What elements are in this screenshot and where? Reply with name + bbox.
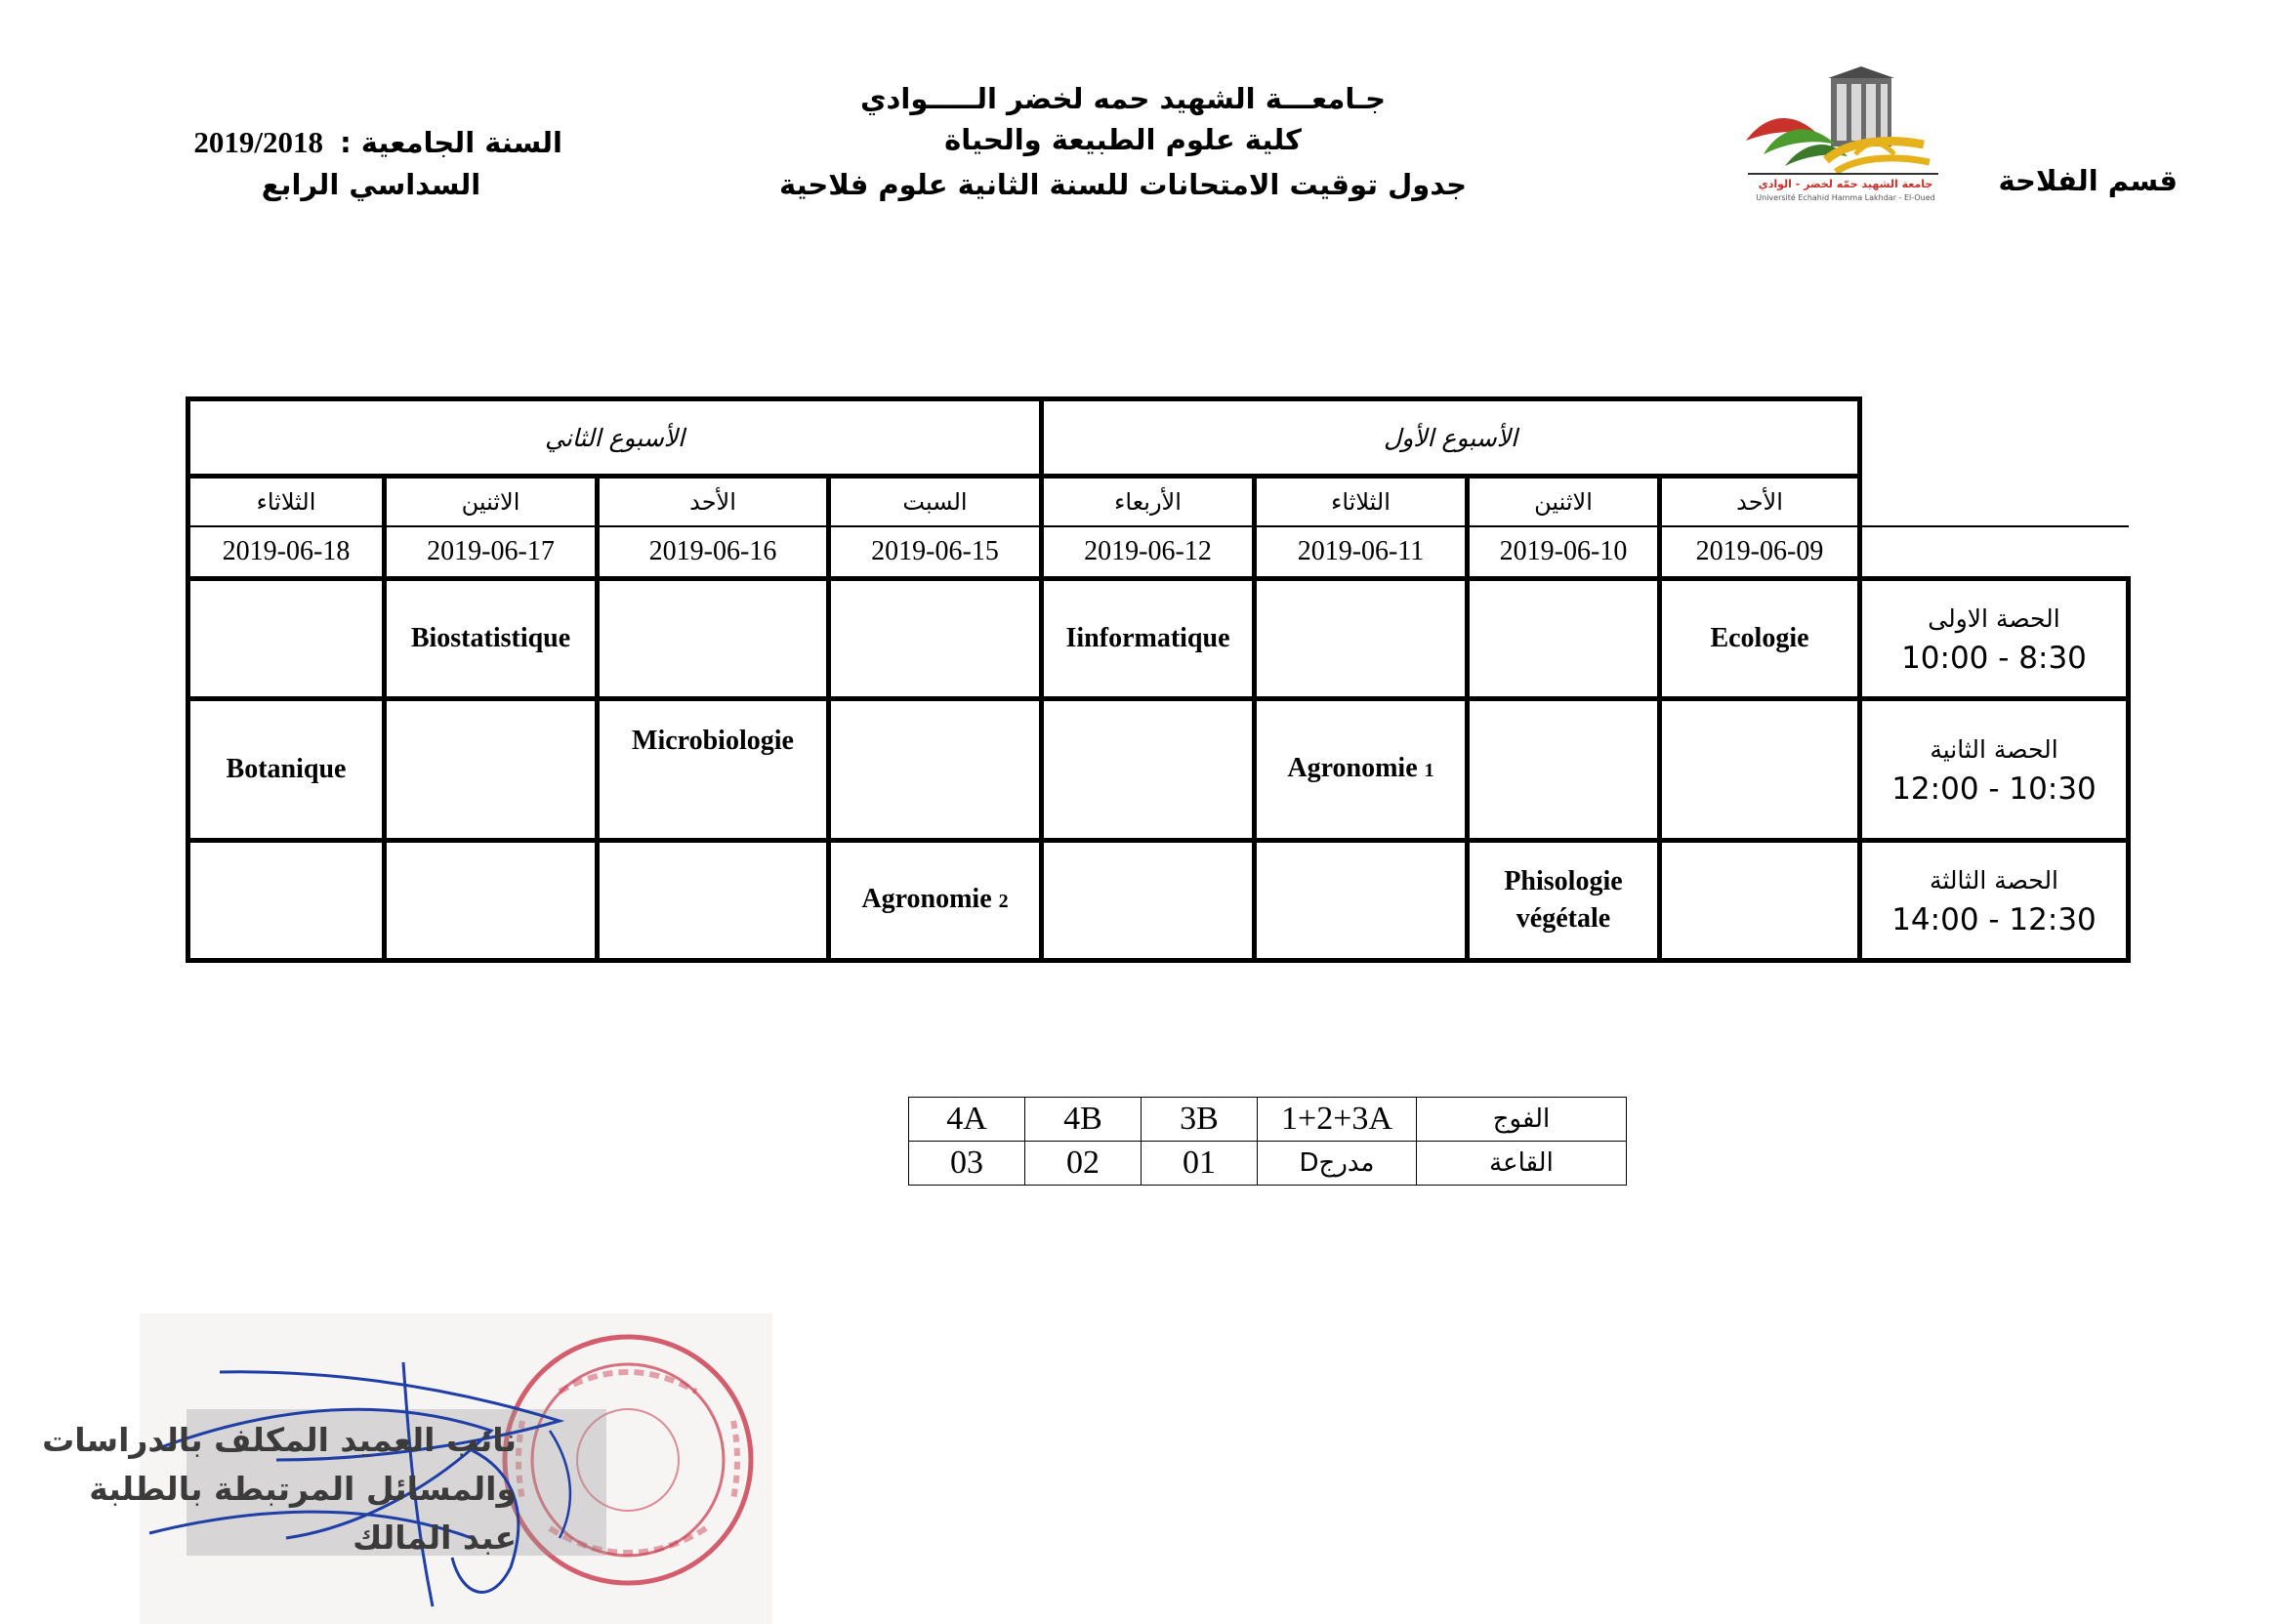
- exam-schedule-table: [186, 396, 2131, 963]
- stamp-signature-area: [42, 1313, 772, 1624]
- room-cell: 01: [1142, 1142, 1258, 1186]
- department: قسم الفلاحة: [1998, 164, 2178, 197]
- document-title: جدول توقيت الامتحانات للسنة الثانية علوم فلاحية: [778, 168, 1467, 201]
- semester: السداسي الرابع: [261, 168, 481, 201]
- room-cell: 03: [909, 1142, 1025, 1186]
- week-header-row: [188, 399, 2129, 477]
- day-name: الاثنين: [385, 477, 598, 527]
- slot-time: 14:00 - 12:30: [1891, 902, 2097, 937]
- exam-number: 1: [1424, 760, 1434, 781]
- exam-cell: Microbiologie: [598, 699, 829, 841]
- exam-cell-empty: [188, 579, 385, 699]
- slot-name: الحصة الثالثة: [1929, 866, 2059, 895]
- exam-cell: Iinformatique: [1042, 579, 1255, 699]
- exam-cell-empty: [385, 841, 598, 961]
- week-2-header: الأسبوع الثاني: [188, 399, 1042, 477]
- day-date: 2019-06-18: [188, 526, 385, 579]
- signature-title-line2: والمسائل المرتبطة بالطلبة: [89, 1470, 517, 1508]
- exam-cell-empty: [1255, 579, 1468, 699]
- day-date: 2019-06-12: [1042, 526, 1255, 579]
- exam-number: 2: [998, 891, 1009, 912]
- corner-blank: [1860, 477, 2129, 527]
- day-name: السبت: [829, 477, 1042, 527]
- day-date: 2019-06-15: [829, 526, 1042, 579]
- exam-cell-empty: [188, 841, 385, 961]
- university-name: جـامعـــة الشهيد حمه لخضر الـــــوادي: [859, 82, 1387, 115]
- day-date: 2019-06-10: [1468, 526, 1660, 579]
- group-cell: 3B: [1142, 1098, 1258, 1142]
- slot-name: الحصة الاولى: [1928, 604, 2060, 633]
- groups-row: [909, 1098, 1627, 1142]
- exam-cell-empty: [598, 841, 829, 961]
- room-cell: مدرجD: [1258, 1142, 1417, 1186]
- exam-cell: [829, 841, 1042, 961]
- day-name: الأحد: [598, 477, 829, 527]
- academic-year: [172, 125, 562, 160]
- slot-label: [1860, 699, 2129, 841]
- exam-cell-empty: [1255, 841, 1468, 961]
- corner-blank: [1860, 526, 2129, 579]
- corner-blank: [1860, 399, 2129, 477]
- room-label: القاعة: [1417, 1142, 1627, 1186]
- day-name: الاثنين: [1468, 477, 1660, 527]
- university-logo: [1738, 64, 1953, 211]
- slot-2-row: [188, 699, 2129, 841]
- exam-cell: Biostatistique: [385, 579, 598, 699]
- day-date: 2019-06-16: [598, 526, 829, 579]
- day-date: 2019-06-17: [385, 526, 598, 579]
- day-name: الثلاثاء: [188, 477, 385, 527]
- exam-cell-empty: [1042, 699, 1255, 841]
- day-date: 2019-06-09: [1660, 526, 1860, 579]
- exam-cell: [1255, 699, 1468, 841]
- exam-cell-empty: [598, 579, 829, 699]
- slot-time: 12:00 - 10:30: [1891, 771, 2097, 807]
- slot-label: [1860, 841, 2129, 961]
- academic-year-label: السنة الجامعية :: [340, 126, 562, 159]
- rooms-row: [909, 1142, 1627, 1186]
- day-date: 2019-06-11: [1255, 526, 1468, 579]
- signature-name: عبد المالك: [353, 1519, 517, 1557]
- exam-title: Agronomie: [1287, 753, 1418, 783]
- exam-cell-empty: [1660, 841, 1860, 961]
- exam-cell-empty: [1660, 699, 1860, 841]
- day-names-row: [188, 477, 2129, 527]
- slot-label: [1860, 579, 2129, 699]
- signature-title-line1: نائب العميد المكلف بالدراسات: [42, 1421, 517, 1459]
- slot-time: 10:00 - 8:30: [1901, 641, 2087, 676]
- academic-year-value: 2019/2018: [193, 125, 323, 159]
- week-1-header: الأسبوع الأول: [1042, 399, 1860, 477]
- exam-cell-empty: [385, 699, 598, 841]
- faculty-name: كلية علوم الطبيعة والحياة: [944, 123, 1302, 156]
- exam-cell: [1468, 841, 1660, 961]
- exam-title-line1: Phisologie: [1504, 866, 1623, 896]
- rooms-table: [908, 1097, 1627, 1186]
- slot-1-row: [188, 579, 2129, 699]
- dates-row: [188, 526, 2129, 579]
- exam-cell: Ecologie: [1660, 579, 1860, 699]
- group-cell: 4B: [1025, 1098, 1142, 1142]
- group-cell: 4A: [909, 1098, 1025, 1142]
- exam-cell-empty: [829, 699, 1042, 841]
- signature-block: [42, 1416, 517, 1562]
- exam-cell-empty: [1042, 841, 1255, 961]
- day-name: الثلاثاء: [1255, 477, 1468, 527]
- exam-cell-empty: [1468, 579, 1660, 699]
- slot-name: الحصة الثانية: [1930, 735, 2058, 764]
- room-cell: 02: [1025, 1142, 1142, 1186]
- logo-text-fr: Université Echahid Hamma Lakhdar - El-Oued: [1756, 193, 1935, 202]
- group-cell: 1+2+3A: [1258, 1098, 1417, 1142]
- day-name: الأحد: [1660, 477, 1860, 527]
- slot-3-row: [188, 841, 2129, 961]
- exam-cell: Botanique: [188, 699, 385, 841]
- exam-title-line2: végétale: [1516, 903, 1611, 934]
- exam-cell-empty: [829, 579, 1042, 699]
- day-name: الأربعاء: [1042, 477, 1255, 527]
- exam-title: Agronomie: [861, 884, 992, 914]
- group-label: الفوج: [1417, 1098, 1627, 1142]
- logo-text-ar: جامعة الشهيد حمّه لخضر - الوادي: [1758, 178, 1933, 190]
- exam-cell-empty: [1468, 699, 1660, 841]
